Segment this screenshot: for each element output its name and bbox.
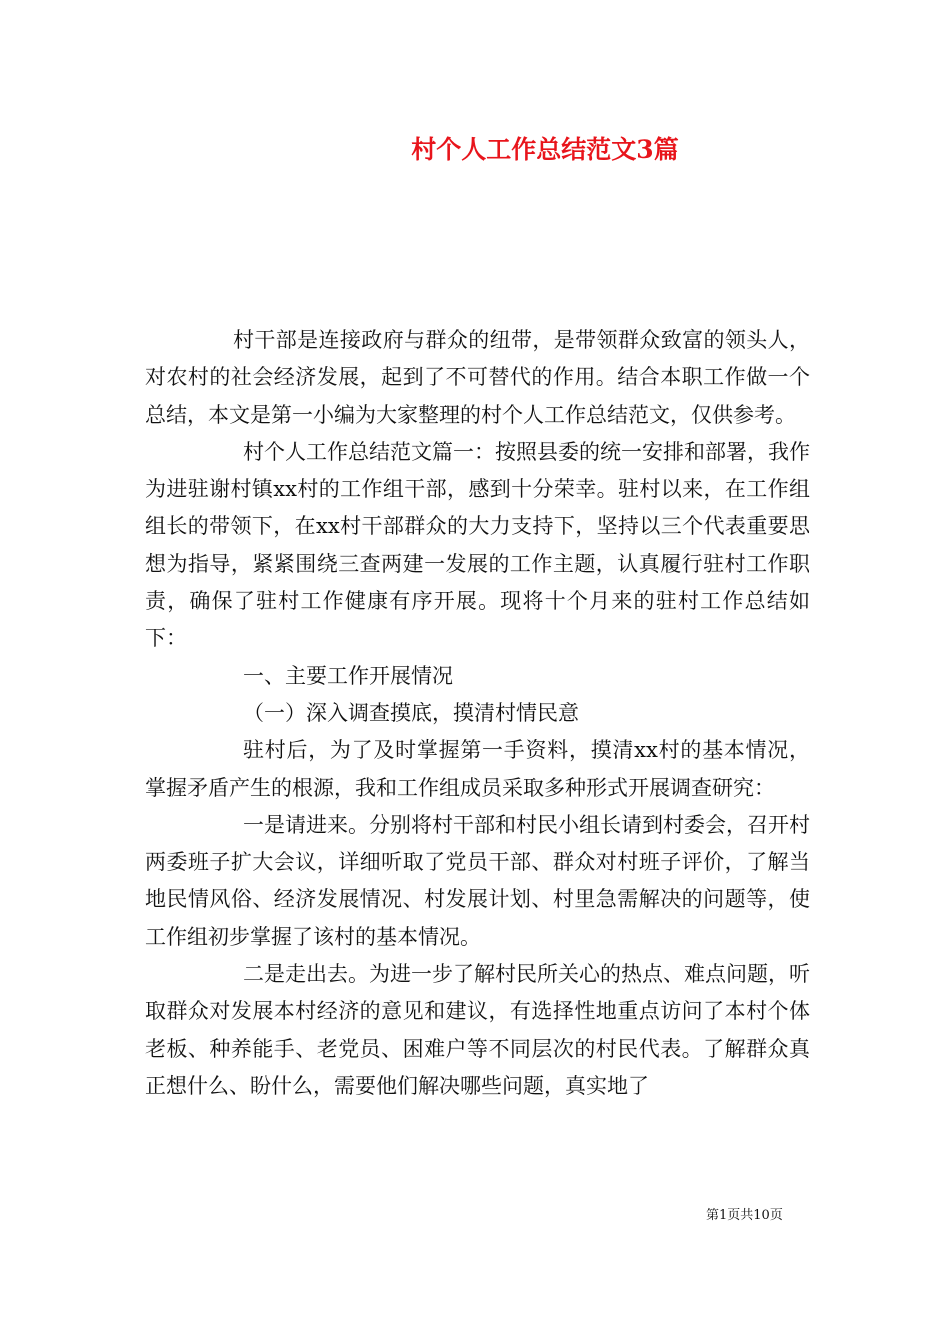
paragraph-intro: 村干部是连接政府与群众的纽带，是带领群众致富的领头人，对农村的社会经济发展，起到了不可替代的作用。结合本职工作做一个总结，本文是第一小编为大家整理的村个人工作总结范文，仅供参考。 [145, 328, 810, 427]
paragraph-go-out: 二是走出去。为进一步了解村民所关心的热点、难点问题，听取群众对发展本村经济的意见和建议，有选择性地重点访问了本村个体老板、种养能手、老党员、困难户等不同层次的村民代表。了解群众真正想什么、盼什么，需要他们解决哪些问题，真实地了 [145, 962, 810, 1098]
page-number-footer: 第1页共10页 [706, 1208, 783, 1223]
paragraph-investigation: 驻村后，为了及时掌握第一手资料，摸清xx村的基本情况，掌握矛盾产生的根源，我和工作组成员采取多种形式开展调查研究： [145, 738, 810, 800]
subsection-heading: （一）深入调查摸底，摸清村情民意 [243, 700, 579, 725]
section-heading: 一、主要工作开展情况 [243, 663, 453, 688]
document-body [145, 322, 810, 1105]
paragraph-invite-in: 一是请进来。分别将村干部和村民小组长请到村委会，召开村两委班子扩大会议，详细听取了党员干部、群众对村班子评价，了解当地民情风俗、经济发展情况、村发展计划、村里急需解决的问题等，使工作组初步掌握了该村的基本情况。 [145, 812, 810, 949]
document-title: 村个人工作总结范文3篇 [411, 135, 679, 164]
paragraph-article-one: 村个人工作总结范文篇一：按照县委的统一安排和部署，我作为进驻谢村镇xx村的工作组干部，感到十分荣幸。驻村以来，在工作组组长的带领下，在xx村干部群众的大力支持下，坚持以三个代表重要思想为指导，紧紧围绕三查两建一发展的工作主题，认真履行驻村工作职责，确保了驻村工作健康有序开展。现将十个月来的驻村工作总结如下： [145, 439, 810, 651]
